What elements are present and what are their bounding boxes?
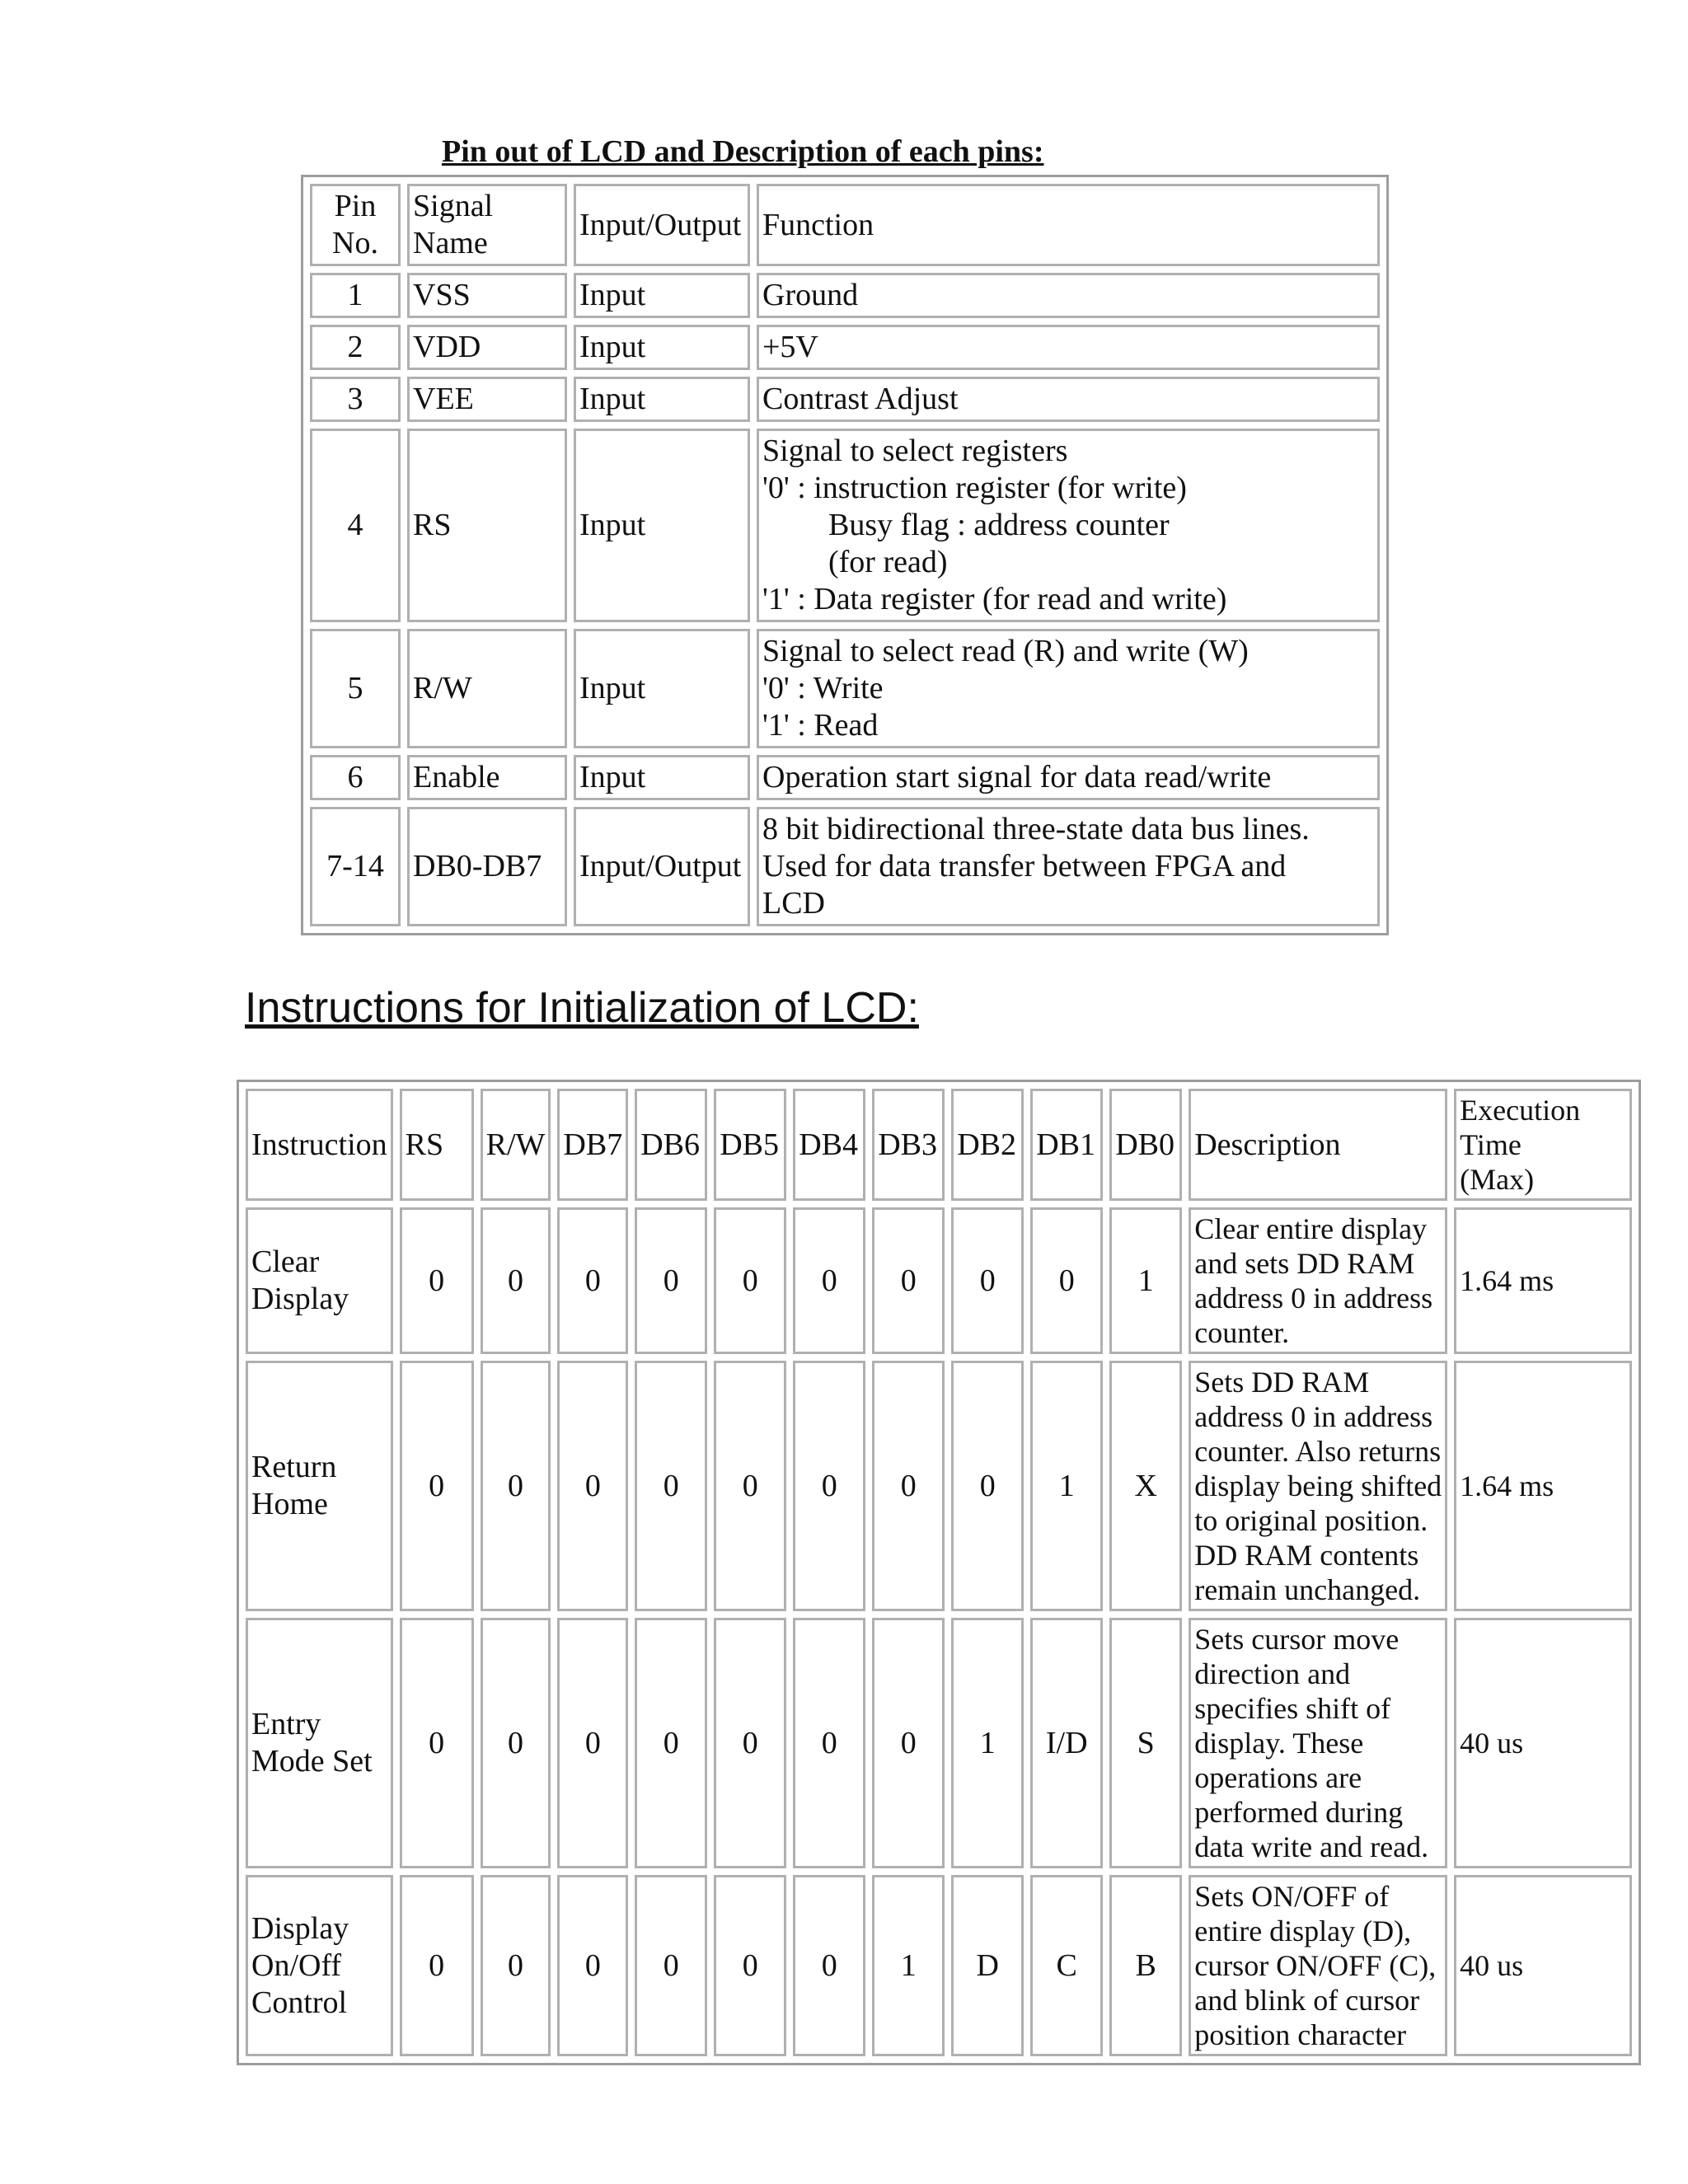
bit-rs: 0	[400, 1618, 474, 1868]
header-function: Function	[757, 184, 1380, 266]
bit-db2: 0	[951, 1207, 1024, 1354]
pin-number: 5	[310, 629, 401, 748]
instructions-header-row	[246, 1089, 1632, 1201]
execution-time: 40 us	[1454, 1875, 1632, 2056]
instruction-description: Sets cursor move direction and specifies shift of display. These operations are performed during data write and read.	[1189, 1618, 1447, 1868]
header-db6: DB6	[635, 1089, 707, 1201]
instruction-name: Display On/Off Control	[246, 1875, 393, 2056]
header-db5: DB5	[714, 1089, 786, 1201]
bit-rw: 0	[481, 1207, 551, 1354]
execution-time: 1.64 ms	[1454, 1207, 1632, 1354]
pinout-row	[310, 755, 1380, 800]
bit-db0: S	[1109, 1618, 1182, 1868]
bit-rw: 0	[481, 1618, 551, 1868]
signal-function: Signal to select registers '0' : instruction register (for write) Busy flag : address counter (for read) '1' : Data register (for read and write)	[757, 429, 1380, 622]
bit-db5: 0	[714, 1207, 786, 1354]
header-db3: DB3	[872, 1089, 945, 1201]
bit-db6: 0	[635, 1875, 707, 2056]
signal-function: Operation start signal for data read/write	[757, 755, 1380, 800]
signal-name: RS	[407, 429, 567, 622]
signal-name: VDD	[407, 325, 567, 370]
pin-number: 4	[310, 429, 401, 622]
bit-db7: 0	[557, 1207, 628, 1354]
bit-db3: 0	[872, 1618, 945, 1868]
bit-db7: 0	[557, 1361, 628, 1611]
bit-db1: C	[1030, 1875, 1103, 2056]
bit-db4: 0	[793, 1618, 865, 1868]
bit-db0: B	[1109, 1875, 1182, 2056]
pin-number: 2	[310, 325, 401, 370]
signal-name: VSS	[407, 273, 567, 318]
bit-db3: 0	[872, 1361, 945, 1611]
bit-db2: D	[951, 1875, 1024, 2056]
bit-db1: 0	[1030, 1207, 1103, 1354]
signal-function: 8 bit bidirectional three-state data bus lines. Used for data transfer between FPGA and LCD	[757, 807, 1380, 926]
header-db2: DB2	[951, 1089, 1024, 1201]
pinout-row	[310, 629, 1380, 748]
signal-name: DB0-DB7	[407, 807, 567, 926]
bit-db4: 0	[793, 1875, 865, 2056]
execution-time: 40 us	[1454, 1618, 1632, 1868]
header-pin-no: Pin No.	[310, 184, 401, 266]
pinout-row	[310, 377, 1380, 422]
bit-rs: 0	[400, 1361, 474, 1611]
instruction-name: Clear Display	[246, 1207, 393, 1354]
bit-db0: 1	[1109, 1207, 1182, 1354]
header-description: Description	[1189, 1089, 1447, 1201]
signal-function: Ground	[757, 273, 1380, 318]
bit-db4: 0	[793, 1207, 865, 1354]
signal-io: Input	[574, 629, 750, 748]
instruction-row	[246, 1875, 1632, 2056]
pin-number: 7-14	[310, 807, 401, 926]
pinout-title: Pin out of LCD and Description of each pins:	[442, 134, 1044, 169]
header-signal-name: Signal Name	[407, 184, 567, 266]
instruction-row	[246, 1207, 1632, 1354]
bit-db7: 0	[557, 1618, 628, 1868]
bit-db3: 0	[872, 1207, 945, 1354]
bit-rs: 0	[400, 1875, 474, 2056]
signal-name: Enable	[407, 755, 567, 800]
bit-db7: 0	[557, 1875, 628, 2056]
instruction-description: Sets ON/OFF of entire display (D), cursor ON/OFF (C), and blink of cursor position character	[1189, 1875, 1447, 2056]
instruction-name: Entry Mode Set	[246, 1618, 393, 1868]
signal-function: Signal to select read (R) and write (W) '0' : Write '1' : Read	[757, 629, 1380, 748]
bit-db5: 0	[714, 1361, 786, 1611]
signal-io: Input/Output	[574, 807, 750, 926]
instruction-name: Return Home	[246, 1361, 393, 1611]
bit-db0: X	[1109, 1361, 1182, 1611]
pinout-row	[310, 273, 1380, 318]
signal-io: Input	[574, 273, 750, 318]
pinout-table	[301, 175, 1389, 935]
bit-db6: 0	[635, 1207, 707, 1354]
signal-name: R/W	[407, 629, 567, 748]
bit-db2: 1	[951, 1618, 1024, 1868]
bit-db2: 0	[951, 1361, 1024, 1611]
pin-number: 3	[310, 377, 401, 422]
bit-rs: 0	[400, 1207, 474, 1354]
pin-number: 6	[310, 755, 401, 800]
header-rs: RS	[400, 1089, 474, 1201]
signal-function: Contrast Adjust	[757, 377, 1380, 422]
instruction-description: Clear entire display and sets DD RAM address 0 in address counter.	[1189, 1207, 1447, 1354]
pin-number: 1	[310, 273, 401, 318]
bit-rw: 0	[481, 1875, 551, 2056]
header-input-output: Input/Output	[574, 184, 750, 266]
bit-rw: 0	[481, 1361, 551, 1611]
bit-db3: 1	[872, 1875, 945, 2056]
bit-db6: 0	[635, 1361, 707, 1611]
bit-db1: 1	[1030, 1361, 1103, 1611]
pinout-row	[310, 325, 1380, 370]
header-instruction: Instruction	[246, 1089, 393, 1201]
header-execution-time: Execution Time (Max)	[1454, 1089, 1632, 1201]
bit-db6: 0	[635, 1618, 707, 1868]
execution-time: 1.64 ms	[1454, 1361, 1632, 1611]
instruction-row	[246, 1618, 1632, 1868]
pinout-header-row	[310, 184, 1380, 266]
bit-db4: 0	[793, 1361, 865, 1611]
signal-io: Input	[574, 755, 750, 800]
signal-name: VEE	[407, 377, 567, 422]
bit-db1: I/D	[1030, 1618, 1103, 1868]
signal-function: +5V	[757, 325, 1380, 370]
instructions-table	[237, 1080, 1641, 2065]
signal-io: Input	[574, 429, 750, 622]
signal-io: Input	[574, 377, 750, 422]
instruction-description: Sets DD RAM address 0 in address counter. Also returns display being shifted to original position. DD RAM contents remain unchanged.	[1189, 1361, 1447, 1611]
signal-io: Input	[574, 325, 750, 370]
pinout-row	[310, 429, 1380, 622]
bit-db5: 0	[714, 1875, 786, 2056]
header-rw: R/W	[481, 1089, 551, 1201]
pinout-row	[310, 807, 1380, 926]
header-db1: DB1	[1030, 1089, 1103, 1201]
instructions-title: Instructions for Initialization of LCD:	[245, 984, 919, 1032]
header-db7: DB7	[557, 1089, 628, 1201]
instruction-row	[246, 1361, 1632, 1611]
header-db4: DB4	[793, 1089, 865, 1201]
header-db0: DB0	[1109, 1089, 1182, 1201]
bit-db5: 0	[714, 1618, 786, 1868]
